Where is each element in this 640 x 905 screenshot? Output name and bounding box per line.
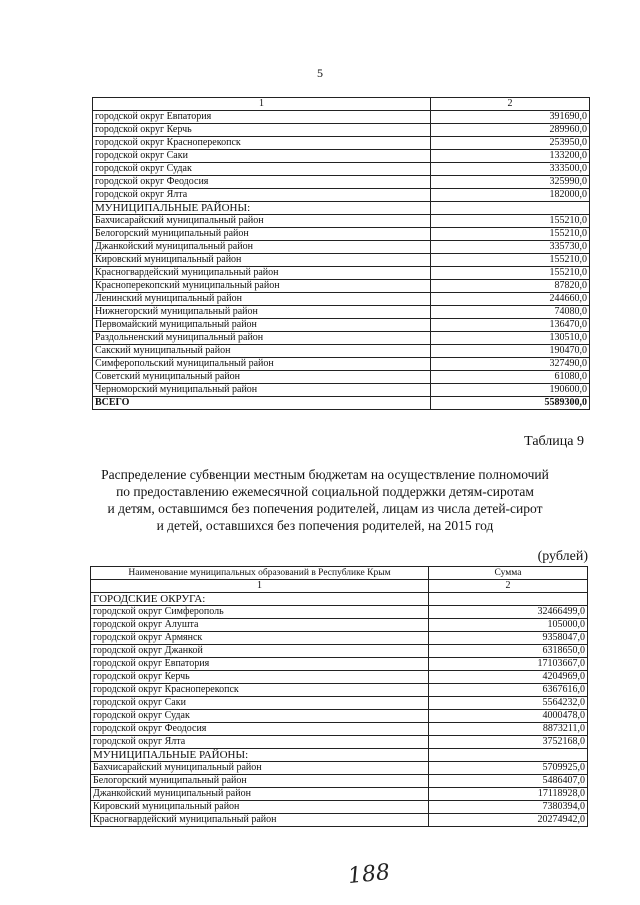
table-title <box>70 466 580 534</box>
total-row <box>93 397 590 410</box>
row-value: 5486407,0 <box>429 775 588 788</box>
table-row <box>93 319 590 332</box>
row-name: городской округ Красноперекопск <box>91 684 429 697</box>
row-value: 333500,0 <box>431 163 590 176</box>
row-value: 9358047,0 <box>429 632 588 645</box>
row-name: ВСЕГО <box>93 397 431 410</box>
header-sum: Сумма <box>429 567 588 580</box>
row-value <box>429 593 588 606</box>
row-value: 289960,0 <box>431 124 590 137</box>
table-row <box>91 658 588 671</box>
row-value: 7380394,0 <box>429 801 588 814</box>
row-name: городской округ Керчь <box>93 124 431 137</box>
row-name: Первомайский муниципальный район <box>93 319 431 332</box>
table-row <box>91 697 588 710</box>
row-value: 391690,0 <box>431 111 590 124</box>
row-value: 32466499,0 <box>429 606 588 619</box>
row-value: 4204969,0 <box>429 671 588 684</box>
row-value: 327490,0 <box>431 358 590 371</box>
table-row <box>91 723 588 736</box>
row-name: Ленинский муниципальный район <box>93 293 431 306</box>
table-row <box>93 215 590 228</box>
table-row <box>91 632 588 645</box>
row-name: Бахчисарайский муниципальный район <box>93 215 431 228</box>
row-name: Красногвардейский муниципальный район <box>91 814 429 827</box>
section-row <box>91 593 588 606</box>
row-value: 17118928,0 <box>429 788 588 801</box>
row-name: Кировский муниципальный район <box>93 254 431 267</box>
title-line: Распределение субвенции местным бюджетам на осуществление полномочий <box>101 467 549 482</box>
row-name: городской округ Ялта <box>93 189 431 202</box>
table-row <box>93 371 590 384</box>
row-value: 136470,0 <box>431 319 590 332</box>
table-row <box>91 671 588 684</box>
row-value: 20274942,0 <box>429 814 588 827</box>
table-row <box>93 384 590 397</box>
column-number-row <box>91 580 588 593</box>
table-row <box>91 645 588 658</box>
table-row <box>93 163 590 176</box>
table-row <box>93 241 590 254</box>
row-name: ГОРОДСКИЕ ОКРУГА: <box>91 593 429 606</box>
row-name: Советский муниципальный район <box>93 371 431 384</box>
row-value: 244660,0 <box>431 293 590 306</box>
row-value: 155210,0 <box>431 267 590 280</box>
row-value: 335730,0 <box>431 241 590 254</box>
row-value: 133200,0 <box>431 150 590 163</box>
row-value: 253950,0 <box>431 137 590 150</box>
row-value: 6367616,0 <box>429 684 588 697</box>
row-value: 5564232,0 <box>429 697 588 710</box>
table-row <box>93 345 590 358</box>
row-name: Джанкойский муниципальный район <box>91 788 429 801</box>
column-number-2: 2 <box>429 580 588 593</box>
row-value <box>429 749 588 762</box>
table-row <box>91 814 588 827</box>
column-number-2: 2 <box>431 98 590 111</box>
row-name: МУНИЦИПАЛЬНЫЕ РАЙОНЫ: <box>91 749 429 762</box>
row-value: 182000,0 <box>431 189 590 202</box>
table-row <box>91 619 588 632</box>
row-name: городской округ Судак <box>91 710 429 723</box>
row-name: Красногвардейский муниципальный район <box>93 267 431 280</box>
row-value: 130510,0 <box>431 332 590 345</box>
row-name: городской округ Симферополь <box>91 606 429 619</box>
row-value: 74080,0 <box>431 306 590 319</box>
row-value: 155210,0 <box>431 228 590 241</box>
row-name: городской округ Саки <box>91 697 429 710</box>
row-name: городской округ Саки <box>93 150 431 163</box>
header-row <box>91 567 588 580</box>
table-row <box>93 189 590 202</box>
title-line: и детей, оставшихся без попечения родителей, на 2015 год <box>156 518 494 533</box>
table-row <box>93 176 590 189</box>
table-label: Таблица 9 <box>524 434 584 449</box>
table-row <box>93 124 590 137</box>
allocation-table-9 <box>90 566 588 827</box>
row-value: 17103667,0 <box>429 658 588 671</box>
header-name: Наименование муниципальных образований в Республике Крым <box>91 567 429 580</box>
table-row <box>91 762 588 775</box>
column-number-row <box>93 98 590 111</box>
row-name: Кировский муниципальный район <box>91 801 429 814</box>
row-value: 155210,0 <box>431 254 590 267</box>
section-row <box>91 749 588 762</box>
title-line: и детям, оставшимся без попечения родителей, лицам из числа детей-сирот <box>107 501 543 516</box>
row-name: городской округ Феодосия <box>93 176 431 189</box>
row-value: 325990,0 <box>431 176 590 189</box>
row-name: Красноперекопский муниципальный район <box>93 280 431 293</box>
row-value: 4000478,0 <box>429 710 588 723</box>
row-name: Черноморский муниципальный район <box>93 384 431 397</box>
table-row <box>93 293 590 306</box>
table-row <box>93 254 590 267</box>
row-value: 3752168,0 <box>429 736 588 749</box>
table-row <box>91 736 588 749</box>
table-row <box>93 267 590 280</box>
page-number: 5 <box>317 66 323 80</box>
row-value: 190600,0 <box>431 384 590 397</box>
row-value: 87820,0 <box>431 280 590 293</box>
title-line: по предоставлению ежемесячной социальной поддержки детям-сиротам <box>116 484 534 499</box>
row-name: городской округ Керчь <box>91 671 429 684</box>
row-name: городской округ Красноперекопск <box>93 137 431 150</box>
row-value: 8873211,0 <box>429 723 588 736</box>
section-row <box>93 202 590 215</box>
table-row <box>93 228 590 241</box>
table-row <box>91 775 588 788</box>
row-name: Раздольненский муниципальный район <box>93 332 431 345</box>
column-number-1: 1 <box>93 98 431 111</box>
table-row <box>93 332 590 345</box>
table-row <box>93 306 590 319</box>
table-row <box>93 150 590 163</box>
row-value <box>431 202 590 215</box>
table1-body <box>93 98 590 410</box>
row-name: городской округ Феодосия <box>91 723 429 736</box>
row-value: 190470,0 <box>431 345 590 358</box>
column-number-1: 1 <box>91 580 429 593</box>
row-name: МУНИЦИПАЛЬНЫЕ РАЙОНЫ: <box>93 202 431 215</box>
row-value: 61080,0 <box>431 371 590 384</box>
table2-body <box>91 567 588 827</box>
row-name: Нижнегорский муниципальный район <box>93 306 431 319</box>
handwritten-page-number: 188 <box>346 859 392 890</box>
row-name: городской округ Алушта <box>91 619 429 632</box>
row-name: Симферопольский муниципальный район <box>93 358 431 371</box>
table-row <box>91 684 588 697</box>
table-row <box>93 111 590 124</box>
row-name: городской округ Евпатория <box>93 111 431 124</box>
row-name: Белогорский муниципальный район <box>93 228 431 241</box>
table-row <box>91 801 588 814</box>
row-value: 5589300,0 <box>431 397 590 410</box>
row-value: 105000,0 <box>429 619 588 632</box>
row-name: городской округ Джанкой <box>91 645 429 658</box>
table-row <box>91 606 588 619</box>
row-name: городской округ Евпатория <box>91 658 429 671</box>
allocation-table-continued <box>92 97 590 410</box>
row-name: городской округ Армянск <box>91 632 429 645</box>
row-value: 5709925,0 <box>429 762 588 775</box>
table-row <box>93 280 590 293</box>
row-name: Джанкойский муниципальный район <box>93 241 431 254</box>
row-name: Сакский муниципальный район <box>93 345 431 358</box>
row-name: Бахчисарайский муниципальный район <box>91 762 429 775</box>
currency-note: (рублей) <box>537 549 588 564</box>
row-name: городской округ Судак <box>93 163 431 176</box>
table-row <box>93 358 590 371</box>
row-name: Белогорский муниципальный район <box>91 775 429 788</box>
table-row <box>91 710 588 723</box>
row-value: 155210,0 <box>431 215 590 228</box>
table-row <box>91 788 588 801</box>
row-value: 6318650,0 <box>429 645 588 658</box>
row-name: городской округ Ялта <box>91 736 429 749</box>
table-row <box>93 137 590 150</box>
